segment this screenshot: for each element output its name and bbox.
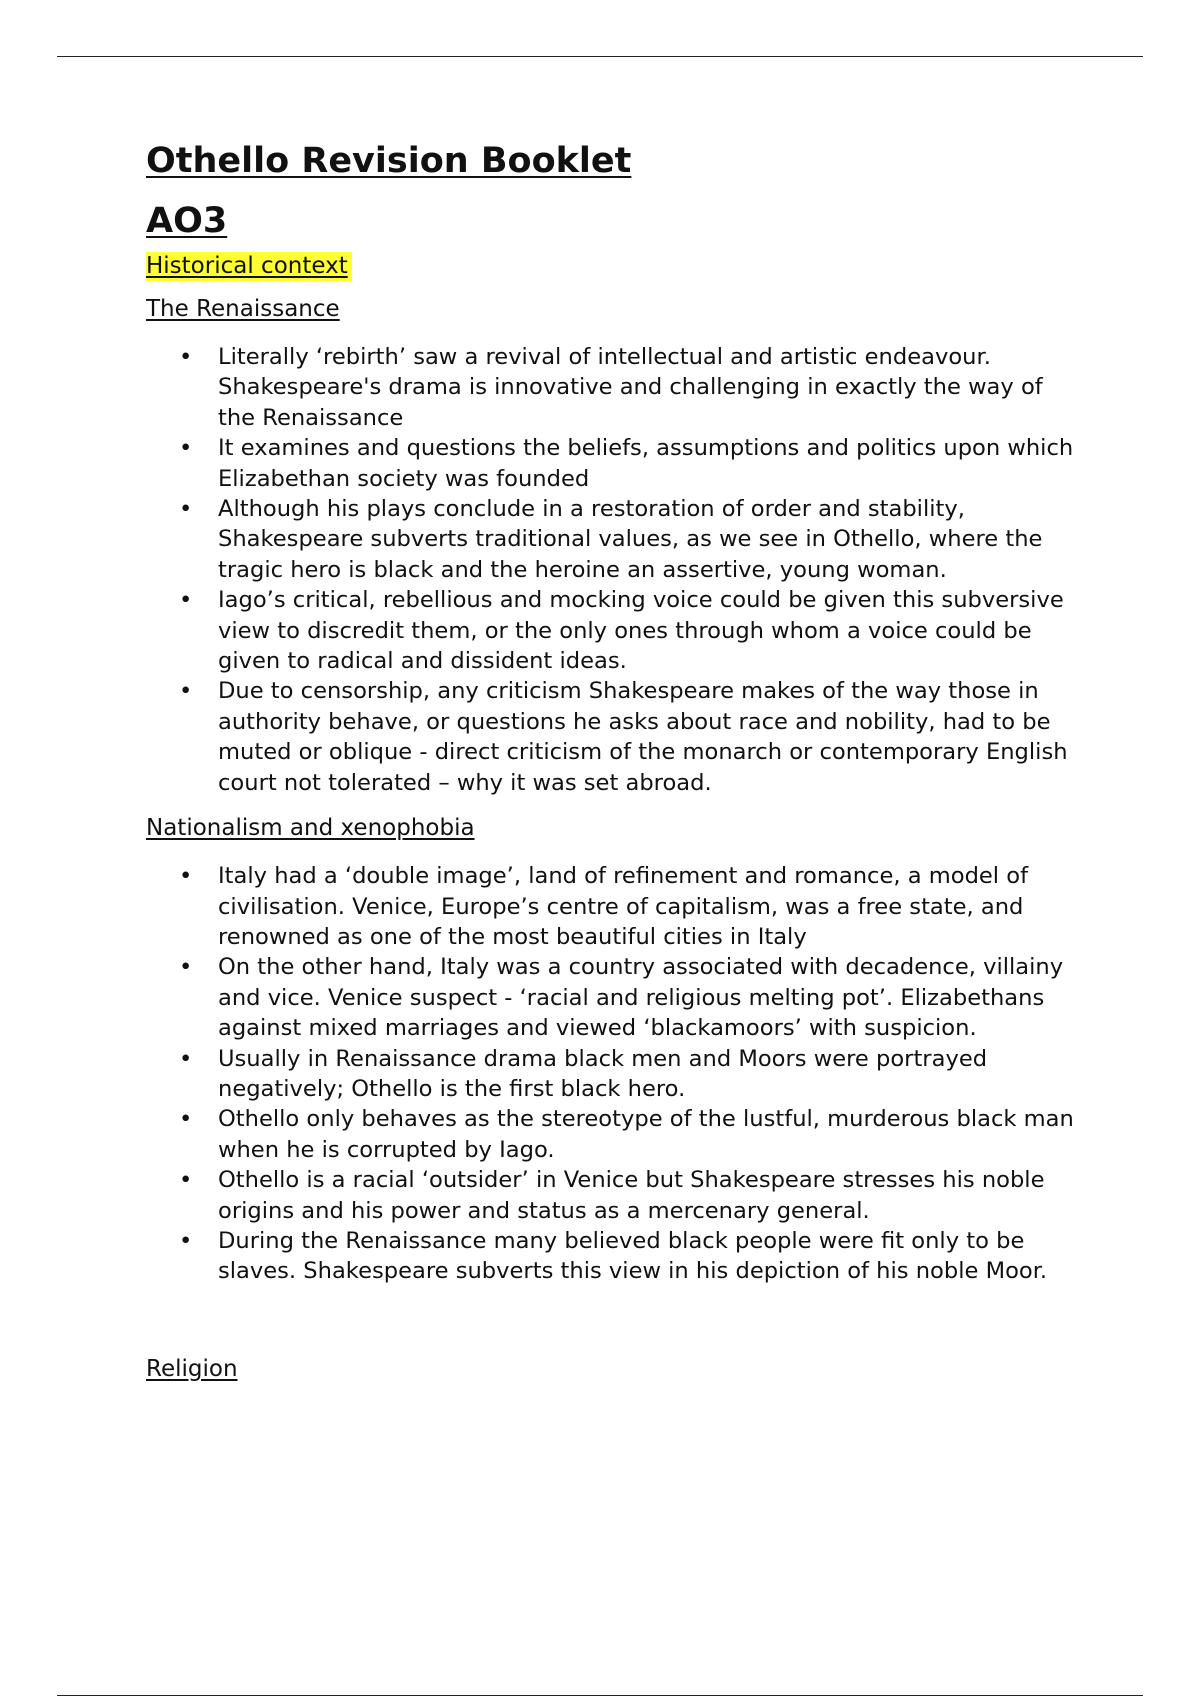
subheading-religion: Religion: [146, 1355, 238, 1382]
bullet-item: • Although his plays conclude in a restoration of order and stability, Shakespeare subverts traditional values, as we see in Othello, where the tragic hero is black and the heroine an assertive, young woman.: [146, 494, 1076, 585]
subheading-renaissance: The Renaissance: [146, 296, 340, 322]
bullet-list-nationalism: [146, 861, 1076, 1287]
bullet-item: • Iago’s critical, rebellious and mocking voice could be given this subversive view to discredit them, or the only ones through whom a voice could be given to radical and dissident ideas.: [146, 585, 1076, 676]
subheading-nationalism: Nationalism and xenophobia: [146, 815, 475, 842]
bullet-item: • Othello only behaves as the stereotype of the lustful, murderous black man when he is corrupted by Iago.: [146, 1104, 1076, 1165]
header-rule: [57, 56, 1143, 57]
footer-rule: [57, 1695, 1143, 1696]
bullet-item: • Due to censorship, any criticism Shakespeare makes of the way those in authority behave, or questions he asks about race and nobility, had to be muted or oblique - direct criticism of the monarch or contemporary English court not tolerated – why it was set abroad.: [146, 676, 1076, 798]
highlighted-heading: Historical context: [146, 252, 352, 281]
bullet-item: • Othello is a racial ‘outsider’ in Venice but Shakespeare stresses his noble origins and his power and status as a mercenary general.: [146, 1165, 1076, 1226]
bullet-item: • Italy had a ‘double image’, land of refinement and romance, a model of civilisation. Venice, Europe’s centre of capitalism, was a free state, and renowned as one of the most beautiful cities in Italy: [146, 861, 1076, 952]
bullet-item: • During the Renaissance many believed black people were fit only to be slaves. Shakespeare subverts this view in his depiction of his noble Moor.: [146, 1226, 1076, 1287]
spacer: [146, 1303, 1076, 1355]
bullet-item: • It examines and questions the beliefs, assumptions and politics upon which Elizabethan society was founded: [146, 433, 1076, 494]
bullet-item: • Literally ‘rebirth’ saw a revival of intellectual and artistic endeavour. Shakespeare's drama is innovative and challenging in exactly the way of the Renaissance: [146, 342, 1076, 433]
document-body: [146, 138, 1076, 1402]
bullet-item: • On the other hand, Italy was a country associated with decadence, villainy and vice. Venice suspect - ‘racial and religious melting pot’. Elizabethans against mixed marriages and viewed ‘blackamoors’ with suspicion.: [146, 952, 1076, 1043]
section-label: AO3: [146, 201, 228, 241]
bullet-item: • Usually in Renaissance drama black men and Moors were portrayed negatively; Othello is the first black hero.: [146, 1044, 1076, 1105]
bullet-list-renaissance: [146, 342, 1076, 798]
document-title: Othello Revision Booklet: [146, 141, 632, 181]
